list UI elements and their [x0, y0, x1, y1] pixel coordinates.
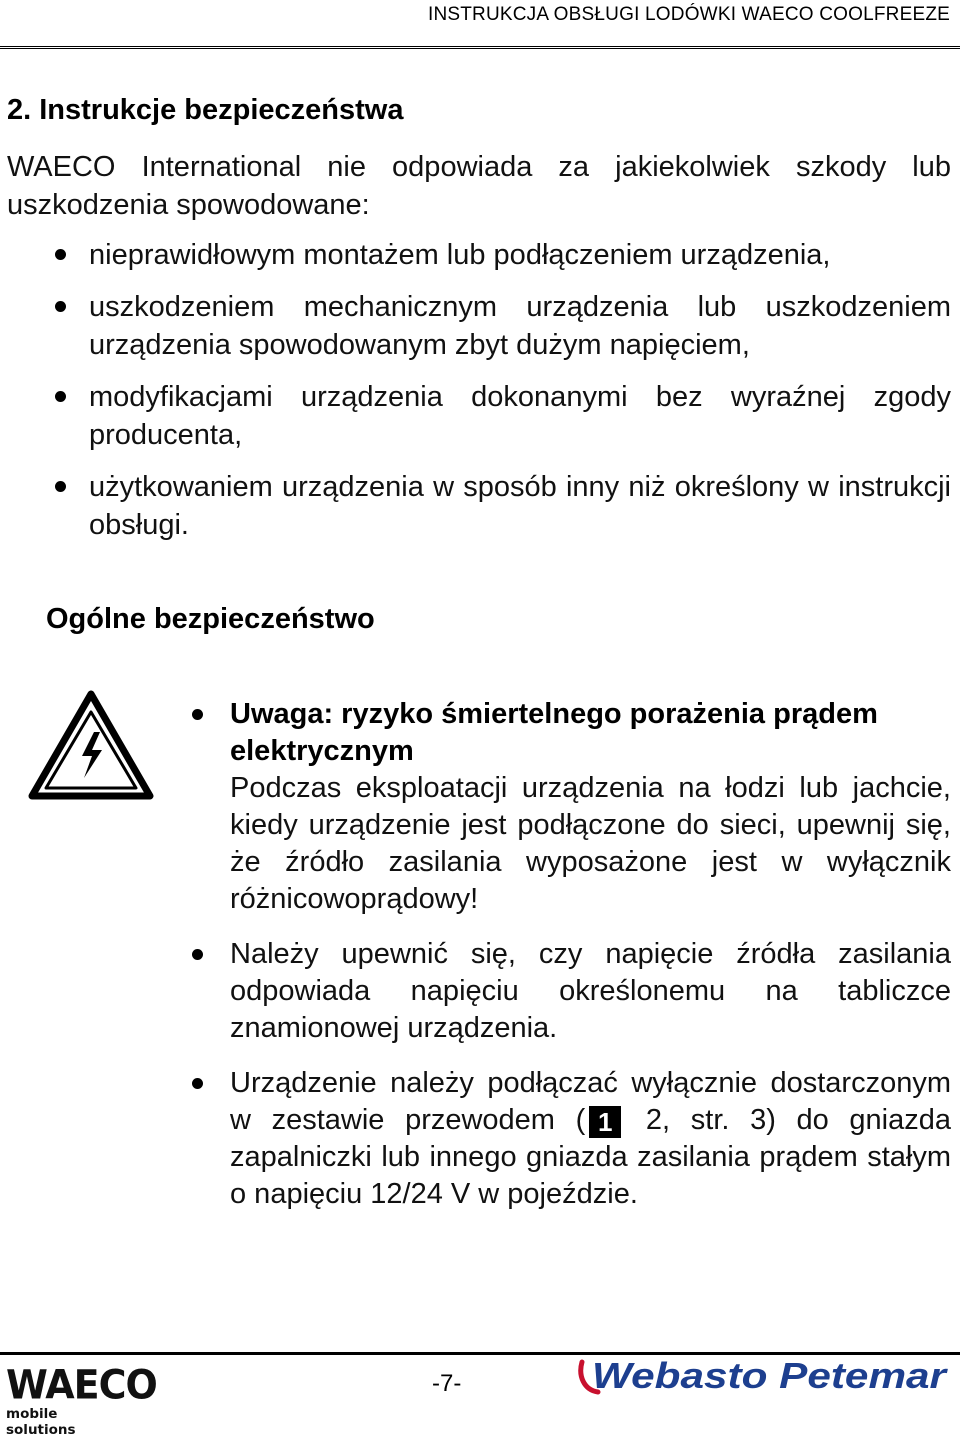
list-item: użytkowaniem urządzenia w sposób inny niż określony w instrukcji obsługi.	[0, 468, 960, 544]
list-item: uszkodzeniem mechanicznym urządzenia lub uszkodzeniem urządzenia spowodowanym zbyt dużym napięciem,	[0, 288, 960, 364]
bullet-icon	[192, 709, 203, 720]
waeco-logo	[6, 1361, 157, 1438]
figure-reference-badge: 1	[589, 1106, 621, 1138]
header-rule	[0, 46, 960, 49]
bullet-icon	[55, 301, 66, 312]
safety-list	[0, 696, 960, 1231]
document-header-title: INSTRUKCJA OBSŁUGI LODÓWKI WAECO COOLFREEZE	[427, 4, 950, 25]
general-safety-heading: Ogólne bezpieczeństwo	[46, 603, 375, 635]
bullet-icon	[192, 949, 203, 960]
waeco-logo-text: WAECO	[6, 1361, 157, 1409]
warning-title: Uwaga: ryzyko śmiertelnego porażenia prądem elektrycznym	[230, 698, 878, 767]
intro-paragraph: WAECO International nie odpowiada za jakiekolwiek szkody lub uszkodzenia spowodowane:	[7, 151, 951, 221]
list-item: Urządzenie należy podłączać wyłącznie dostarczonym w zestawie przewodem ( 1 2, str. 3) do gniazda zapalniczki lub innego gniazda zasilania prądem stałym o napięciu 12/24 V w pojeździe.	[0, 1065, 960, 1213]
list-item: Należy upewnić się, czy napięcie źródła zasilania odpowiada napięciu określonemu na tabliczce znamionowej urządzenia.	[0, 936, 960, 1047]
waeco-tagline: mobile solutions	[6, 1406, 76, 1438]
warning-body: Podczas eksploatacji urządzenia na łodzi lub jachcie, kiedy urządzenie jest podłączone do sieci, upewnij się, że źródło zasilania wyposażone jest w wyłącznik różnicowoprądowy!	[230, 772, 951, 915]
list-item	[0, 696, 960, 918]
bullet-icon	[55, 249, 66, 260]
liability-list	[0, 236, 960, 558]
webasto-petemar-logo	[578, 1356, 952, 1396]
list-item: modyfikacjami urządzenia dokonanymi bez wyraźnej zgody producenta,	[0, 378, 960, 454]
bullet-icon	[55, 391, 66, 402]
list-item: nieprawidłowym montażem lub podłączeniem urządzenia,	[0, 236, 960, 274]
page-number: -7-	[432, 1370, 462, 1397]
bullet-icon	[192, 1078, 203, 1089]
footer-rule	[0, 1352, 960, 1355]
bullet-icon	[55, 481, 66, 492]
partner-logo-text: Webasto Petemar	[592, 1356, 949, 1396]
section-heading: 2. Instrukcje bezpieczeństwa	[7, 94, 404, 126]
